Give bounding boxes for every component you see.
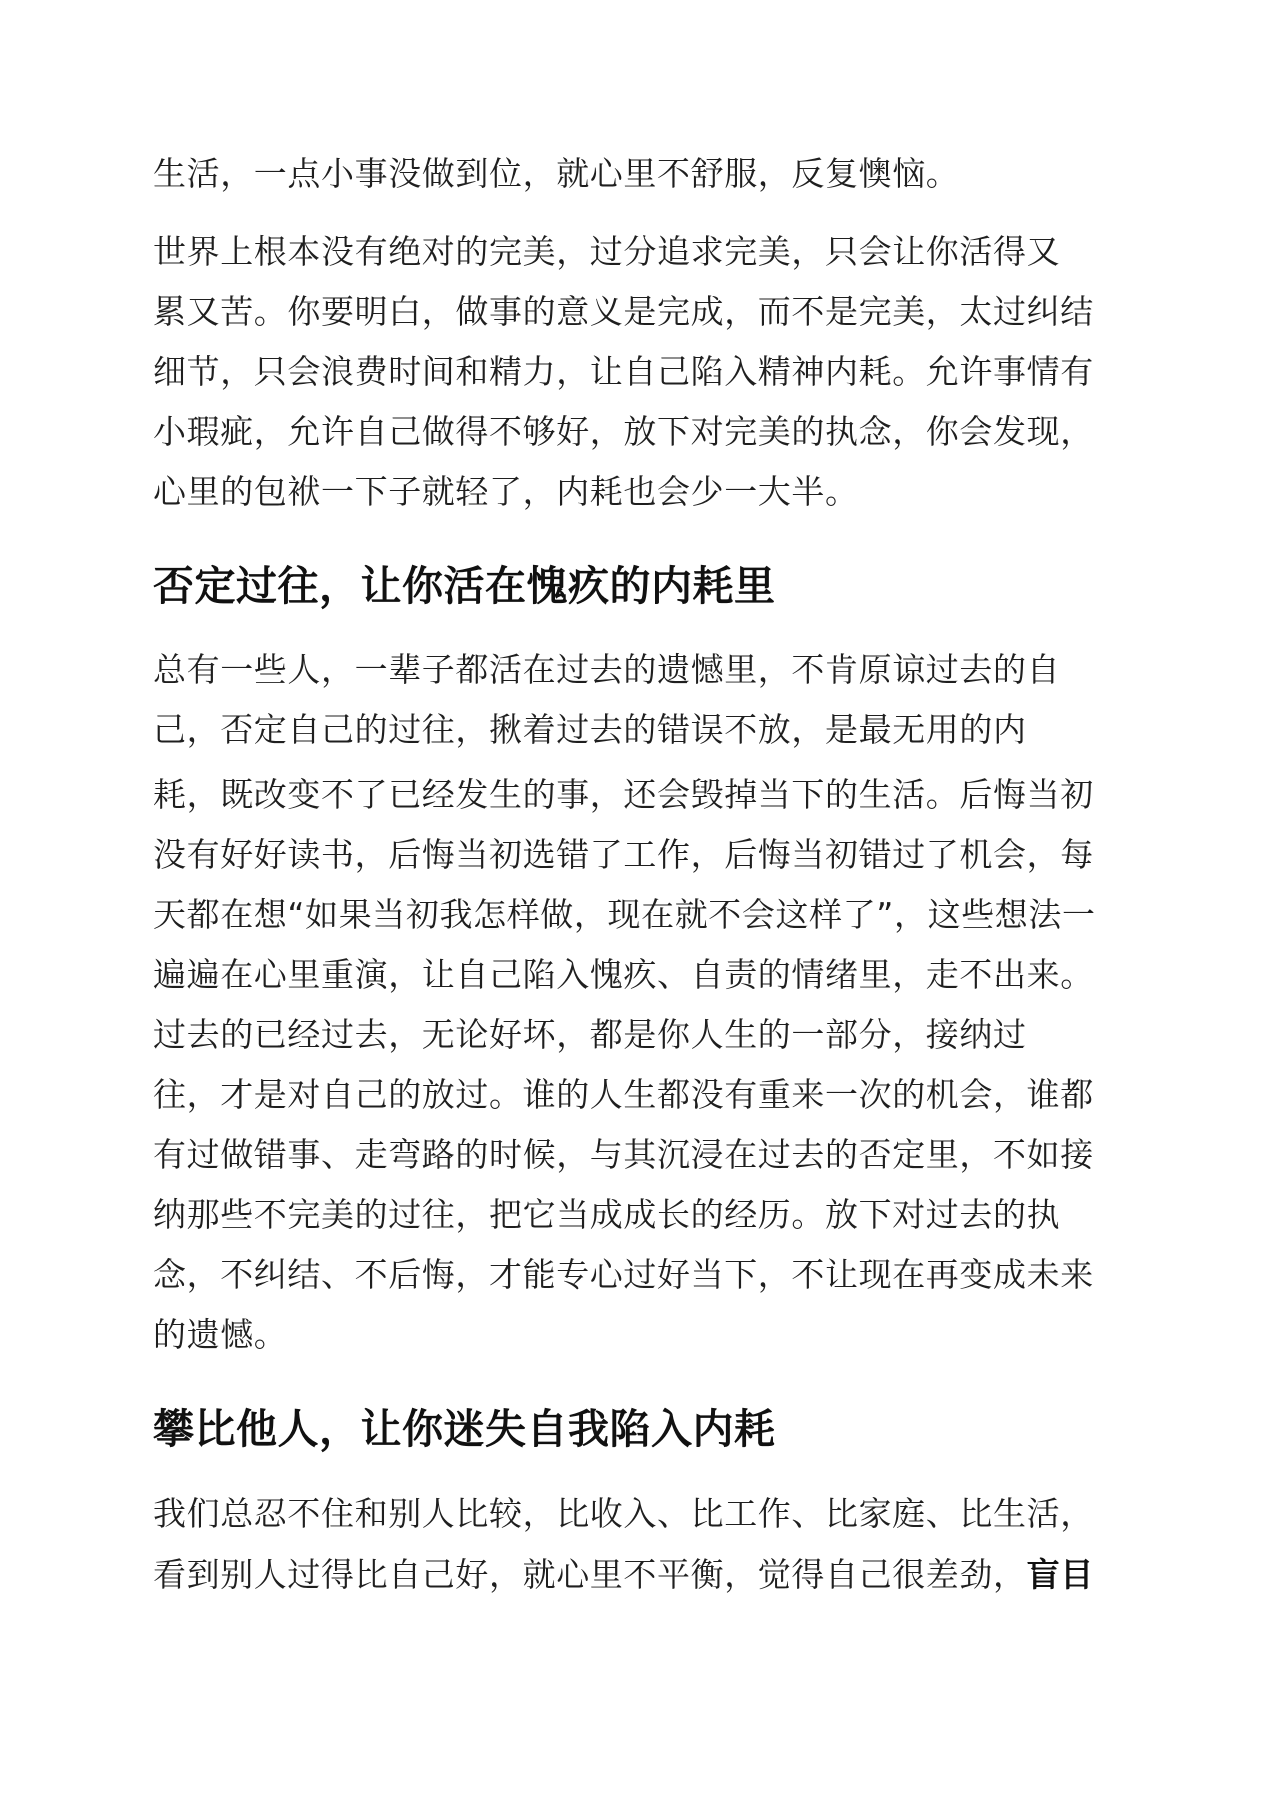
paragraph-line: 纳那些不完美的过往，把它当成成长的经历。放下对过去的执 — [153, 1195, 1061, 1234]
paragraph-line: 遍遍在心里重演，让自己陷入愧疚、自责的情绪里，走不出来。 — [153, 955, 1094, 994]
paragraph-text: 看到别人过得比自己好，就心里不平衡，觉得自己很差劲， — [153, 1555, 1027, 1594]
paragraph-line: 过去的已经过去，无论好坏，都是你人生的一部分，接纳过 — [153, 1015, 1027, 1054]
paragraph-line — [153, 1553, 1094, 1597]
paragraph-line: 往，才是对自己的放过。谁的人生都没有重来一次的机会，谁都 — [153, 1075, 1094, 1114]
paragraph-line: 世界上根本没有绝对的完美，过分追求完美，只会让你活得又 — [153, 232, 1061, 271]
paragraph-line: 生活，一点小事没做到位，就心里不舒服，反复懊恼。 — [153, 154, 960, 193]
bold-text: 盲目 — [1026, 1555, 1094, 1594]
paragraph-line: 我们总忍不住和别人比较，比收入、比工作、比家庭、比生活， — [153, 1494, 1094, 1533]
paragraph-line: 有过做错事、走弯路的时候，与其沉浸在过去的否定里，不如接 — [153, 1135, 1094, 1174]
paragraph-line: 细节，只会浪费时间和精力，让自己陷入精神内耗。允许事情有 — [153, 352, 1094, 391]
paragraph-line: 己，否定自己的过往，揪着过去的错误不放，是最无用的内 — [153, 710, 1027, 749]
section-heading: 攀比他人，让你迷失自我陷入内耗 — [153, 1405, 776, 1453]
paragraph-line: 心里的包袱一下子就轻了，内耗也会少一大半。 — [153, 472, 859, 511]
paragraph-line: 念，不纠结、不后悔，才能专心过好当下，不让现在再变成未来 — [153, 1255, 1094, 1294]
section-heading: 否定过往，让你活在愧疚的内耗里 — [153, 562, 776, 610]
paragraph-line: 没有好好读书，后悔当初选错了工作，后悔当初错过了机会，每 — [153, 835, 1094, 874]
paragraph-line: 耗，既改变不了已经发生的事，还会毁掉当下的生活。后悔当初 — [153, 775, 1094, 814]
paragraph-line: 的遗憾。 — [153, 1315, 288, 1354]
paragraph-line: 小瑕疵，允许自己做得不够好，放下对完美的执念，你会发现， — [153, 412, 1094, 451]
paragraph-line: 累又苦。你要明白，做事的意义是完成，而不是完美，太过纠结 — [153, 292, 1094, 331]
paragraph-line: 总有一些人，一辈子都活在过去的遗憾里，不肯原谅过去的自 — [153, 650, 1061, 689]
paragraph-line: 天都在想“如果当初我怎样做，现在就不会这样了”，这些想法一 — [153, 895, 1096, 934]
